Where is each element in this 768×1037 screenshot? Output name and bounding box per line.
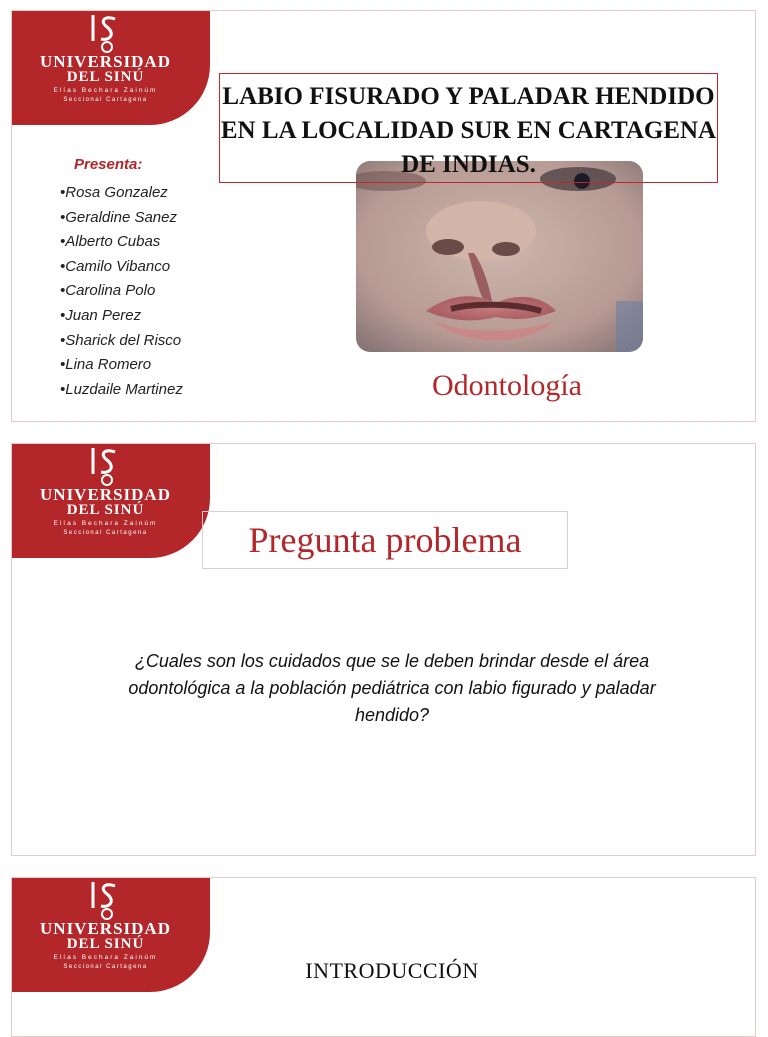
logo-tagline1: Elías Bechara Zainúm — [53, 520, 158, 527]
author-item: •Geraldine Sanez — [60, 208, 177, 226]
author-item: •Juan Perez — [60, 306, 142, 324]
logo-tagline2: Seccional Cartagena — [63, 964, 148, 970]
logo-tagline1: Elías Bechara Zainúm — [53, 87, 158, 94]
university-emblem-icon — [85, 11, 129, 55]
slide-3 — [11, 877, 756, 1037]
logo-name-line2: DEL SINÚ — [66, 502, 145, 518]
logo-name-line1: UNIVERSIDAD — [40, 919, 171, 938]
author-item: •Alberto Cubas — [60, 233, 161, 251]
presenta-label: Presenta: — [74, 156, 143, 173]
problem-question: ¿Cuales son los cuidados que se le deben brindar desde el área odontológica a la población pediátrica con labio figurado y paladar hendido? — [128, 651, 656, 725]
slide-1 — [11, 10, 756, 422]
logo-name-line2: DEL SINÚ — [66, 936, 145, 952]
university-emblem-icon — [85, 878, 129, 922]
logo-name-line1: UNIVERSIDAD — [40, 485, 171, 504]
subject-label: Odontología — [432, 369, 582, 402]
author-item: •Luzdaile Martinez — [60, 380, 183, 398]
logo-tagline2: Seccional Cartagena — [63, 530, 148, 536]
author-list — [60, 181, 183, 402]
presentation-title: LABIO FISURADO Y PALADAR HENDIDO EN LA LOCALIDAD SUR EN CARTAGENA DE INDIAS. — [219, 73, 718, 183]
slide-2 — [11, 443, 756, 856]
author-item: •Carolina Polo — [60, 282, 156, 300]
university-logo — [11, 443, 210, 558]
author-item: •Lina Romero — [60, 356, 152, 374]
logo-name-line2: DEL SINÚ — [66, 69, 145, 85]
slide-title: INTRODUCCIÓN — [305, 958, 479, 983]
logo-tagline2: Seccional Cartagena — [63, 97, 148, 103]
baby-face-photo-icon — [356, 161, 643, 352]
author-item: •Sharick del Risco — [60, 331, 182, 349]
logo-name-line1: UNIVERSIDAD — [40, 52, 171, 71]
logo-tagline1: Elías Bechara Zainúm — [53, 954, 158, 961]
university-emblem-icon — [85, 444, 129, 488]
university-logo — [11, 10, 210, 125]
slide-title: Pregunta problema — [202, 511, 568, 569]
university-logo — [11, 877, 210, 992]
author-item: •Camilo Vibanco — [60, 257, 171, 275]
author-item: •Rosa Gonzalez — [60, 184, 168, 201]
cleft-lip-photo — [356, 161, 643, 352]
